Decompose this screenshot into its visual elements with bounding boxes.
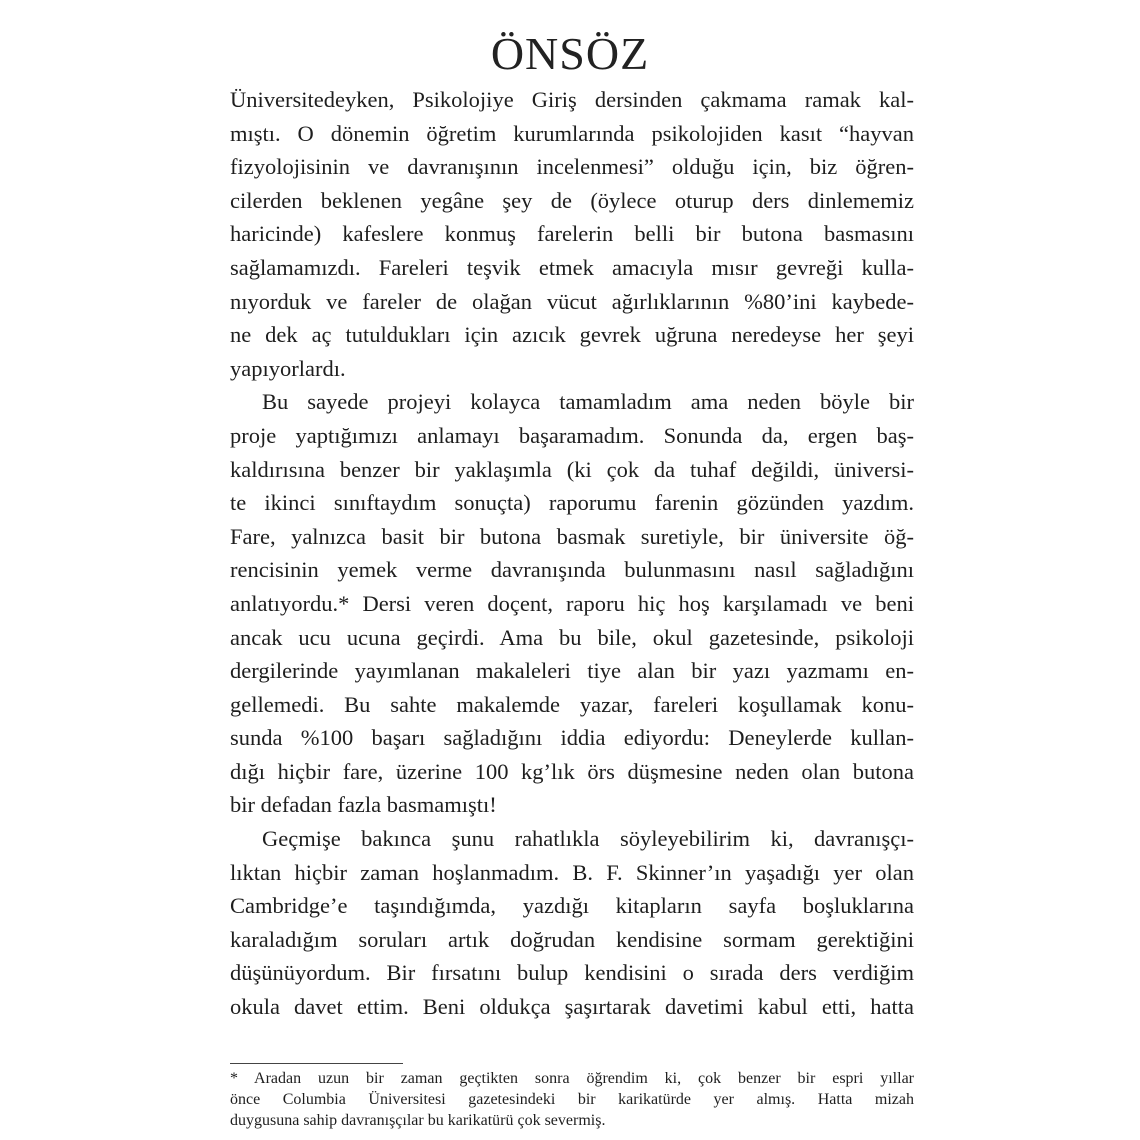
text-line: dığı hiçbir fare, üzerine 100 kg’lık örs düşmesine neden olan butona (230, 758, 914, 784)
text-line: Bu sayede projeyi kolayca tamamladım ama neden böyle bir (262, 389, 914, 415)
text-line: Cambridge’e taşındığımda, yazdığı kitapların sayfa boşluklarına (230, 893, 914, 919)
text-line: Geçmişe bakınca şunu rahatlıkla söyleyebilirim ki, davranışçı- (262, 826, 914, 852)
text-line: dergilerinde yayımlanan makaleleri tiye alan bir yazı yazmamı en- (230, 658, 914, 684)
text-line: ne dek aç tutuldukları için azıcık gevrek uğruna neredeyse her şeyi (230, 322, 914, 348)
footnote-line: önce Columbia Üniversitesi gazetesindeki bir karikatürde yer almış. Hatta mizah (230, 1091, 914, 1108)
text-line: fizyolojisinin ve davranışının incelenmesi” olduğu için, biz öğren- (230, 154, 914, 180)
page-title: ÖNSÖZ (490, 27, 650, 79)
paragraph-1 (230, 83, 914, 385)
text-line: rencisinin yemek verme davranışında bulunmasını nasıl sağladığını (230, 557, 914, 583)
text-line: gellemedi. Bu sahte makalemde yazar, fareleri koşullamak konu- (230, 691, 914, 717)
paragraph-3 (230, 822, 914, 1024)
text-line: ancak ucu ucuna geçirdi. Ama bu bile, okul gazetesinde, psikoloji (230, 624, 914, 650)
text-line: proje yaptığımızı anlamayı başaramadım. Sonunda da, ergen baş- (230, 422, 914, 448)
text-line: te ikinci sınıftaydım sonuçta) raporumu farenin gözünden yazdım. (230, 490, 914, 516)
text-line-footnote-ref: anlatıyordu.* Dersi veren doçent, raporu hiç hoş karşılamadı ve beni (230, 590, 914, 616)
text-line: Üniversitedeyken, Psikolojiye Giriş dersinden çakmama ramak kal- (230, 87, 914, 112)
footnote-divider (230, 1063, 403, 1064)
text-line: sağlamamızdı. Fareleri teşvik etmek amacıyla mısır gevreği kulla- (230, 254, 914, 280)
text-line: karaladığım soruları artık doğrudan kendisine sormam gerektiğini (230, 926, 914, 952)
text-line: haricinde) kafeslere konmuş farelerin belli bir butona basmasını (230, 221, 914, 247)
footnote-line: duygusuna sahip davranışçılar bu karikatürü çok severmiş. (230, 1112, 606, 1129)
paragraph-2 (230, 385, 914, 822)
text-line: okula davet ettim. Beni oldukça şaşırtarak davetimi kabul etti, hatta (230, 994, 914, 1020)
footnote (230, 1068, 914, 1131)
text-line: sunda %100 başarı sağladığını iddia ediyordu: Deneylerde kullan- (230, 725, 914, 751)
footnote-line: * Aradan uzun bir zaman geçtikten sonra öğrendim ki, çok benzer bir espri yıllar (230, 1070, 914, 1087)
text-line: kaldırısına benzer bir yaklaşımla (ki çok da tuhaf değildi, üniversi- (230, 456, 914, 482)
text-line: yapıyorlardı. (230, 355, 346, 381)
text-line: mıştı. O dönemin öğretim kurumlarında psikolojiden kasıt “hayvan (230, 120, 914, 146)
text-line: düşünüyordum. Bir fırsatını bulup kendisini o sırada ders verdiğim (230, 960, 914, 986)
text-line: nıyorduk ve fareler de olağan vücut ağırlıklarının %80’ini kaybede- (230, 288, 914, 314)
text-line: cilerden beklenen yegâne şey de (öylece oturup ders dinlememiz (230, 187, 914, 213)
text-line: Fare, yalnızca basit bir butona basmak suretiyle, bir üniversite öğ- (230, 523, 914, 549)
text-line: lıktan hiçbir zaman hoşlanmadım. B. F. Skinner’ın yaşadığı yer olan (230, 859, 914, 885)
body-text (230, 83, 914, 1024)
text-line: bir defadan fazla basmamıştı! (230, 792, 497, 818)
